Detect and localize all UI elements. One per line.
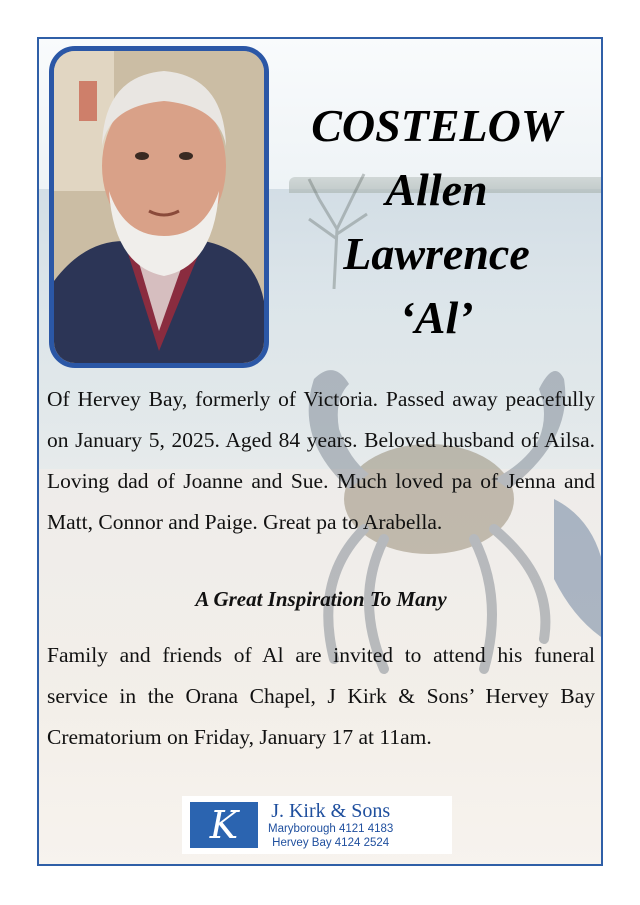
nickname: ‘Al’ — [399, 292, 474, 343]
deceased-name — [274, 94, 599, 350]
funeral-paragraph: Family and friends of Al are invited to attend his funeral service in the Orana Chapel, J Kirk & Sons’ Hervey Bay Crematorium on Friday, January 17 at 11am. — [47, 643, 595, 749]
notice-paragraph: Of Hervey Bay, formerly of Victoria. Passed away peacefully on January 5, 2025. Aged 84 years. Beloved husband of Ailsa. Loving dad of Joanne and Sue. Much loved pa of Jenna and Matt, Connor and Paige. Great pa to Arabella. — [47, 387, 595, 534]
logo-text — [268, 800, 393, 850]
company-name: J. Kirk & Sons — [271, 800, 391, 822]
funeral-director-logo — [182, 796, 452, 854]
middle-name: Lawrence — [343, 228, 530, 279]
tagline: A Great Inspiration To Many — [195, 587, 447, 611]
surname: COSTELOW — [311, 100, 562, 151]
phone-hervey-bay: Hervey Bay 4124 2524 — [272, 837, 390, 849]
phone-maryborough: Maryborough 4121 4183 — [268, 823, 394, 835]
notice-frame — [37, 37, 603, 866]
portrait-photo — [49, 46, 269, 368]
portrait-illustration — [54, 51, 264, 363]
first-name: Allen — [385, 164, 488, 215]
logo-mark: K — [190, 802, 258, 848]
